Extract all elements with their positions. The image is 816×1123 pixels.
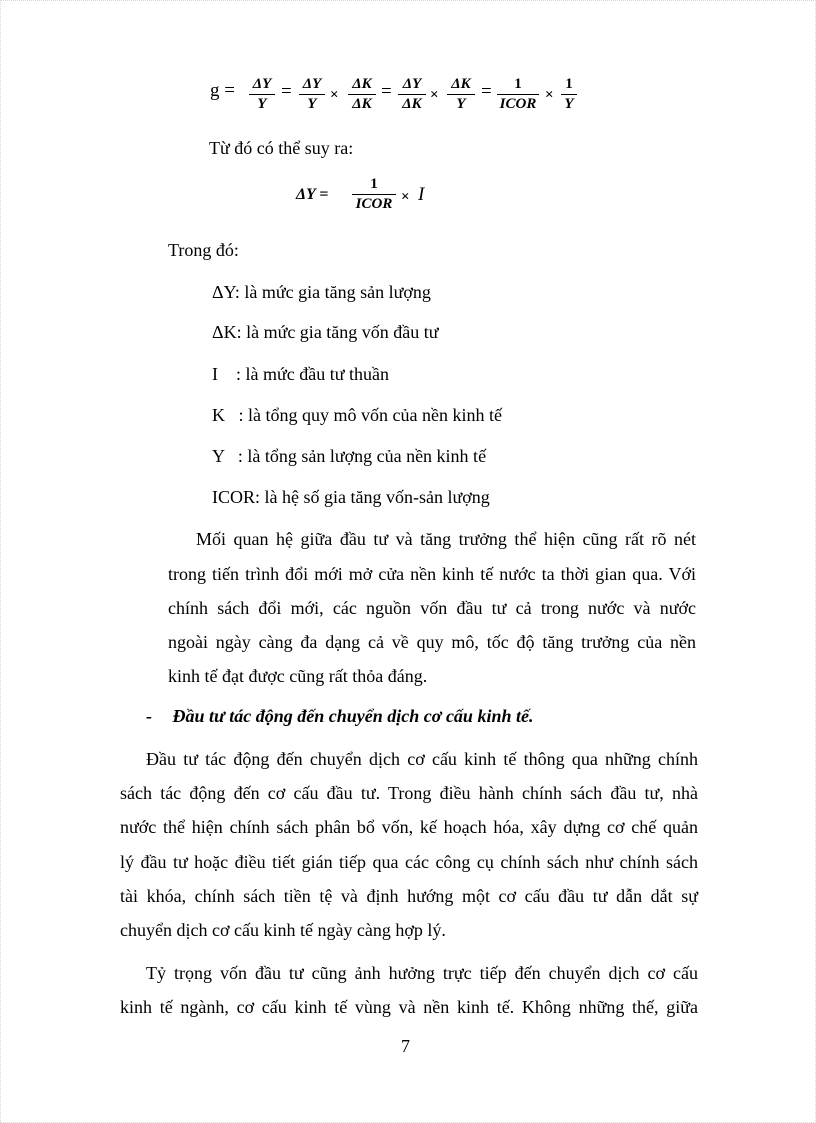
formula-lhs: ΔY =	[296, 186, 329, 203]
definition-i: I : là mức đầu tư thuần	[212, 364, 389, 384]
paragraph-line: kinh tế ngành, cơ cấu kinh tế vùng và nền kinh tế. Không những thế, giữa	[120, 997, 698, 1017]
fraction-one-icor	[352, 176, 396, 213]
paragraph-line: trong tiến trình đổi mới mở cửa nền kinh tế nước ta thời gian qua. Với	[168, 564, 696, 584]
page-number: 7	[401, 1036, 410, 1056]
fraction-numerator: 1	[497, 76, 539, 95]
fraction-numerator: ΔY	[249, 76, 275, 95]
paragraph-line: tài khóa, chính sách tiền tệ và định hướng một cơ cấu đầu tư dẫn dắt sự	[120, 886, 698, 906]
fraction-numerator: ΔY	[398, 76, 426, 95]
definition-k: K : là tổng quy mô vốn của nền kinh tế	[212, 405, 502, 425]
section-heading	[146, 706, 533, 727]
paragraph-line: Đầu tư tác động đến chuyển dịch cơ cấu kinh tế thông qua những chính	[146, 749, 698, 769]
fraction-dy-dk	[398, 76, 426, 113]
intro-line: Từ đó có thể suy ra:	[209, 138, 354, 158]
fraction-denominator: Y	[307, 96, 317, 112]
fraction-denominator: ICOR	[355, 196, 393, 212]
fraction-dk-y	[447, 76, 475, 113]
fraction-numerator: ΔK	[447, 76, 475, 95]
paragraph-line: ngoài ngày càng đa dạng cả về quy mô, tốc độ tăng trưởng của nền	[168, 632, 696, 652]
paragraph-line: Mối quan hệ giữa đầu tư và tăng trưởng thể hiện cũng rất rõ nét	[196, 529, 696, 549]
fraction-denominator: ΔK	[402, 96, 422, 112]
paragraph-line: chuyển dịch cơ cấu kinh tế ngày càng hợp lý.	[120, 920, 446, 940]
heading-text: Đầu tư tác động đến chuyển dịch cơ cấu kinh tế.	[172, 706, 534, 726]
heading-bullet: -	[146, 706, 152, 726]
paragraph-line: lý đầu tư hoặc điều tiết gián tiếp qua các công cụ chính sách như chính sách	[120, 852, 698, 872]
paragraph-line: chính sách đổi mới, các nguồn vốn đầu tư cả trong nước và nước	[168, 598, 696, 618]
fraction-dk-dk	[348, 76, 376, 113]
definition-delta-k: ΔK: là mức gia tăng vốn đầu tư	[212, 322, 439, 342]
fraction-numerator: 1	[352, 176, 396, 195]
equals-sign: =	[481, 81, 492, 102]
equals-sign: =	[281, 81, 292, 102]
formula-lhs: g =	[210, 80, 235, 101]
paragraph-line: kinh tế đạt được cũng rất thỏa đáng.	[168, 666, 428, 686]
definition-y: Y : là tổng sản lượng của nền kinh tế	[212, 446, 487, 466]
fraction-denominator: ICOR	[499, 96, 537, 112]
fraction-denominator: ΔK	[352, 96, 372, 112]
paragraph-line: nước thể hiện chính sách phân bổ vốn, kế hoạch hóa, xây dựng cơ chế quản	[120, 817, 698, 837]
definition-delta-y: ΔY: là mức gia tăng sản lượng	[212, 282, 431, 302]
equals-sign: =	[381, 81, 392, 102]
fraction-denominator: Y	[564, 96, 574, 112]
formula-rhs: I	[418, 184, 425, 205]
paragraph-line: sách tác động đến cơ cấu đầu tư. Trong điều hành chính sách đầu tư, nhà	[120, 783, 698, 803]
fraction-numerator: ΔY	[299, 76, 325, 95]
paragraph-line: Tỷ trọng vốn đầu tư cũng ảnh hưởng trực tiếp đến chuyển dịch cơ cấu	[146, 963, 698, 983]
fraction-one-y	[561, 76, 577, 113]
fraction-denominator: Y	[456, 96, 466, 112]
times-sign: ×	[545, 87, 554, 103]
times-sign: ×	[401, 189, 410, 205]
definition-icor: ICOR: là hệ số gia tăng vốn-sản lượng	[212, 487, 490, 507]
fraction-numerator: 1	[561, 76, 577, 95]
fraction-dy-y-2	[299, 76, 325, 113]
where-label: Trong đó:	[168, 240, 239, 260]
fraction-numerator: ΔK	[348, 76, 376, 95]
fraction-denominator: Y	[257, 96, 267, 112]
fraction-dy-y	[249, 76, 275, 113]
times-sign: ×	[330, 87, 339, 103]
times-sign: ×	[430, 87, 439, 103]
fraction-one-icor	[497, 76, 539, 113]
